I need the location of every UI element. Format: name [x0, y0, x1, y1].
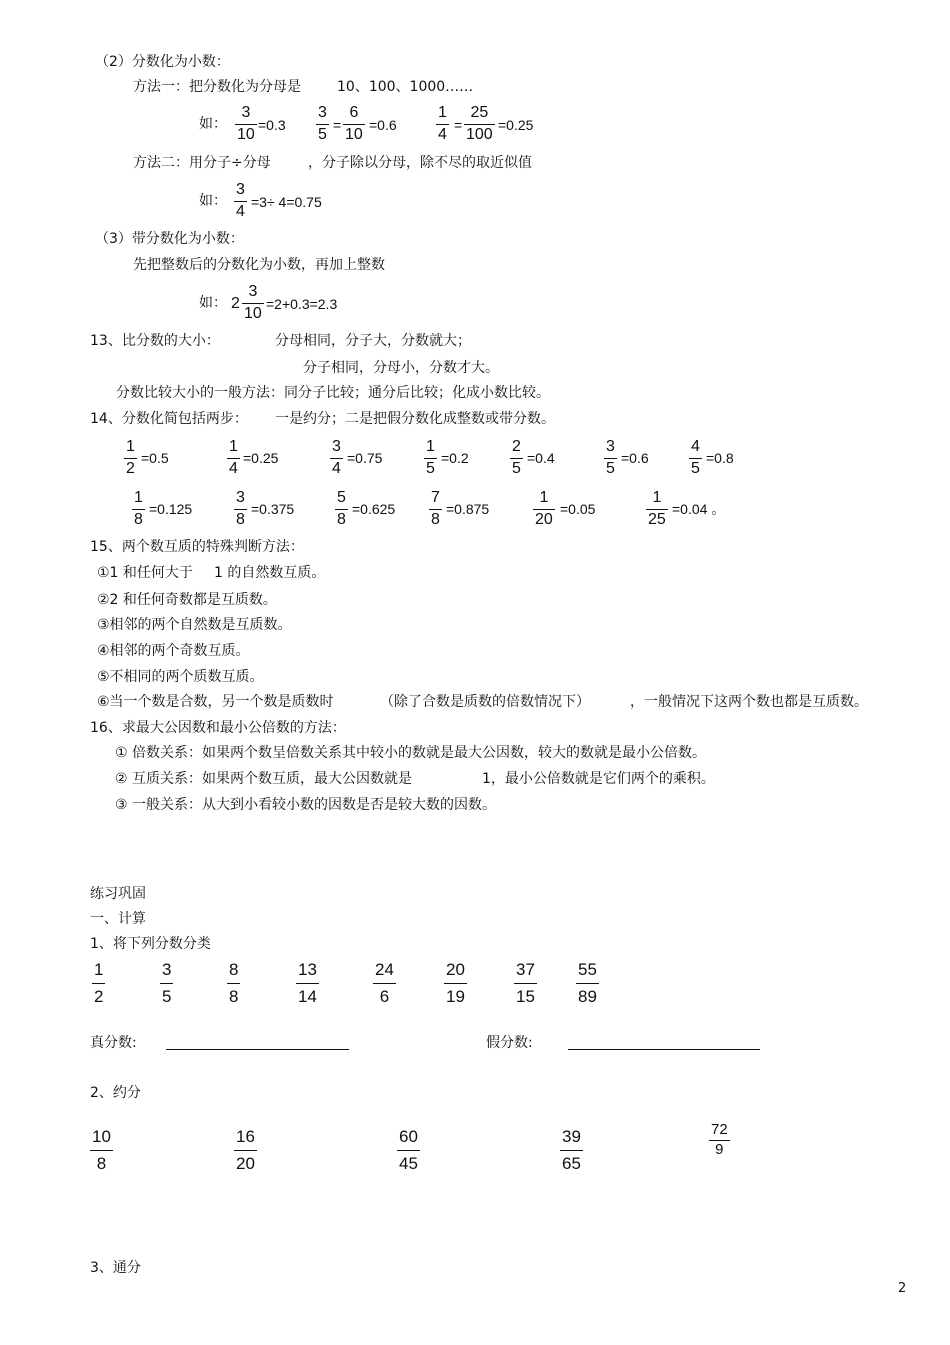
- result: =0.375: [251, 501, 295, 517]
- result: =0.6: [621, 450, 649, 466]
- s15-item1a: ①1 和任何大于: [97, 565, 193, 581]
- fraction: 3 4: [236, 181, 245, 220]
- result: =0.4: [527, 450, 555, 466]
- fraction: 3 10: [244, 283, 262, 322]
- fraction: 13 14: [298, 960, 317, 1006]
- question-3: 3、通分: [90, 1260, 141, 1276]
- fraction: 3 5: [162, 960, 172, 1006]
- s2-heading: （2）分数化为小数：: [95, 54, 230, 70]
- s16-heading: 16、求最大公因数和最小公倍数的方法：: [90, 720, 346, 736]
- fraction: 55 89: [578, 960, 597, 1006]
- result: =0.75: [347, 450, 383, 466]
- fraction: 3 4: [332, 438, 341, 477]
- fraction: 3 10: [237, 104, 255, 143]
- s15-item6a: ⑥当一个数是合数，另一个数是质数时: [97, 694, 334, 710]
- result: =3÷ 4=0.75: [251, 194, 322, 210]
- s14-heading: 14、分数化简包括两步：: [90, 411, 248, 427]
- fraction: 8 8: [229, 960, 239, 1006]
- result: =0.25: [498, 117, 534, 133]
- result: =0.8: [706, 450, 734, 466]
- practice-part1: 一、计算: [90, 911, 146, 927]
- fraction: 72 9: [711, 1121, 728, 1158]
- fraction: 3 5: [318, 104, 327, 143]
- s16-item1: ① 倍数关系：如果两个数呈倍数关系其中较小的数就是最大公因数，较大的数就是最小公倍数。: [115, 745, 706, 761]
- whole-number: 2: [231, 295, 240, 312]
- s2-example2-label: 如：: [199, 193, 227, 209]
- s15-item4: ④相邻的两个奇数互质。: [97, 643, 250, 659]
- s15-item1b: 1 的自然数互质。: [214, 565, 326, 581]
- s15-item6c: ，一般情况下这两个数也都是互质数。: [630, 694, 868, 710]
- s15-item5: ⑤不相同的两个质数互质。: [97, 669, 264, 685]
- fraction: 3 8: [236, 489, 245, 528]
- fraction: 1 5: [426, 438, 435, 477]
- result: =0.875: [446, 501, 490, 517]
- fraction: 10 8: [92, 1127, 111, 1173]
- s3-heading: （3）带分数化为小数：: [95, 231, 244, 247]
- proper-fraction-blank[interactable]: [166, 1049, 349, 1050]
- fraction: 1 2: [94, 960, 104, 1006]
- question-1: 1、将下列分数分类: [90, 936, 211, 952]
- s13-rule1: 分母相同，分子大，分数就大；: [275, 333, 471, 349]
- s2-method2-tail: ，分子除以分母，除不尽的取近似值: [308, 155, 532, 171]
- s13-general: 分数比较大小的一般方法：同分子比较；通分后比较；化成小数比较。: [116, 385, 550, 401]
- s15-item2: ②2 和任何奇数都是互质数。: [97, 592, 277, 608]
- improper-fraction-blank[interactable]: [568, 1049, 760, 1050]
- s3-description: 先把整数后的分数化为小数，再加上整数: [133, 257, 385, 273]
- fraction: 1 4: [438, 104, 447, 143]
- s16-item2b: 1，最小公倍数就是它们两个的乘积。: [482, 771, 715, 787]
- s14-tail: 一是约分；二是把假分数化成整数或带分数。: [275, 411, 555, 427]
- page-number: 2: [898, 1281, 907, 1296]
- fraction: 25 100: [466, 104, 493, 143]
- result: =0.625: [352, 501, 396, 517]
- result: =0.3: [258, 117, 286, 133]
- s2-method2: 方法二：用分子÷分母: [133, 155, 271, 171]
- fraction: 37 15: [516, 960, 535, 1006]
- fraction: 20 19: [446, 960, 465, 1006]
- fraction: 6 10: [345, 104, 363, 143]
- result: =0.6: [369, 117, 397, 133]
- question-2: 2、约分: [90, 1085, 141, 1101]
- fraction: 1 20: [535, 489, 553, 528]
- fraction: 24 6: [375, 960, 394, 1006]
- fraction: 2 5: [512, 438, 521, 477]
- result: =0.25: [243, 450, 279, 466]
- fraction: 1 4: [229, 438, 238, 477]
- s2-example1-label: 如：: [199, 116, 227, 132]
- improper-fraction-label: 假分数:: [486, 1035, 533, 1051]
- s15-heading: 15、两个数互质的特殊判断方法：: [90, 539, 304, 555]
- fraction: 5 8: [337, 489, 346, 528]
- equals-sign: =: [454, 117, 463, 133]
- fraction: 4 5: [691, 438, 700, 477]
- fraction: 1 2: [126, 438, 135, 477]
- result: =2+0.3=2.3: [266, 296, 338, 312]
- s15-item3: ③相邻的两个自然数是互质数。: [97, 617, 292, 633]
- result: =0.04 。: [672, 501, 726, 517]
- result: =0.125: [149, 501, 193, 517]
- practice-title: 练习巩固: [90, 886, 146, 902]
- result: =0.5: [141, 450, 169, 466]
- fraction: 60 45: [399, 1127, 418, 1173]
- fraction: 16 20: [236, 1127, 255, 1173]
- s16-item2a: ② 互质关系：如果两个数互质，最大公因数就是: [115, 771, 412, 787]
- result: =0.2: [441, 450, 469, 466]
- proper-fraction-label: 真分数:: [90, 1035, 137, 1051]
- s16-item3: ③ 一般关系：从大到小看较小数的因数是否是较大数的因数。: [115, 797, 496, 813]
- s13-heading: 13、比分数的大小：: [90, 333, 220, 349]
- fraction: 1 8: [134, 489, 143, 528]
- fraction: 1 25: [648, 489, 666, 528]
- s3-example-label: 如：: [199, 295, 227, 311]
- equals-sign: =: [333, 117, 342, 133]
- s13-rule2: 分子相同，分母小，分数才大。: [303, 360, 499, 376]
- fraction: 39 65: [562, 1127, 581, 1173]
- s15-item6b: （除了合数是质数的倍数情况下）: [380, 694, 590, 710]
- s2-method1: 方法一：把分数化为分母是: [133, 79, 301, 95]
- result: =0.05: [560, 501, 596, 517]
- fraction: 3 5: [606, 438, 615, 477]
- fraction: 7 8: [431, 489, 440, 528]
- s2-method1-tail: 10、100、1000……: [337, 79, 474, 95]
